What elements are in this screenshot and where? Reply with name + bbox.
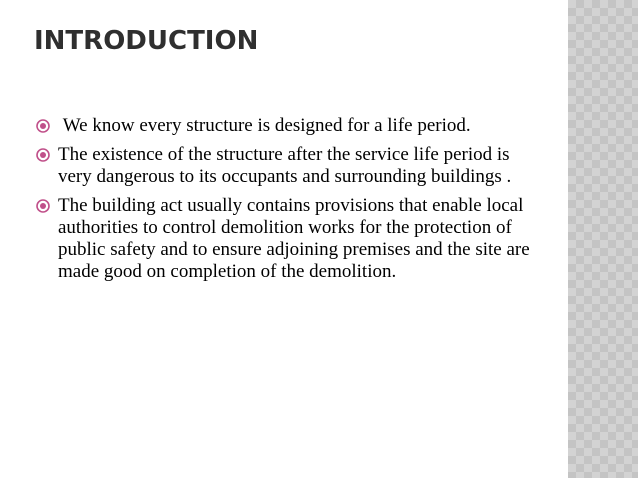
- target-bullet-icon: [36, 199, 50, 213]
- target-bullet-icon: [36, 119, 50, 133]
- slide-title: INTRODUCTION: [34, 26, 259, 56]
- bullet-item: [36, 195, 536, 283]
- bullet-item: [36, 115, 536, 137]
- bullet-list: [36, 115, 536, 290]
- bullet-item: [36, 144, 536, 188]
- bullet-text: The existence of the structure after the service life period is very dangerous to its occupants and surrounding buildings .: [58, 144, 512, 187]
- bullet-text: We know every structure is designed for a life period.: [58, 115, 471, 136]
- bullet-text: The building act usually contains provisions that enable local authorities to control demolition works for the protection of public safety and to ensure adjoining premises and the site are made good on completion of the demolition.: [58, 195, 530, 282]
- decorative-side-pattern: [568, 0, 638, 478]
- target-bullet-icon: [36, 148, 50, 162]
